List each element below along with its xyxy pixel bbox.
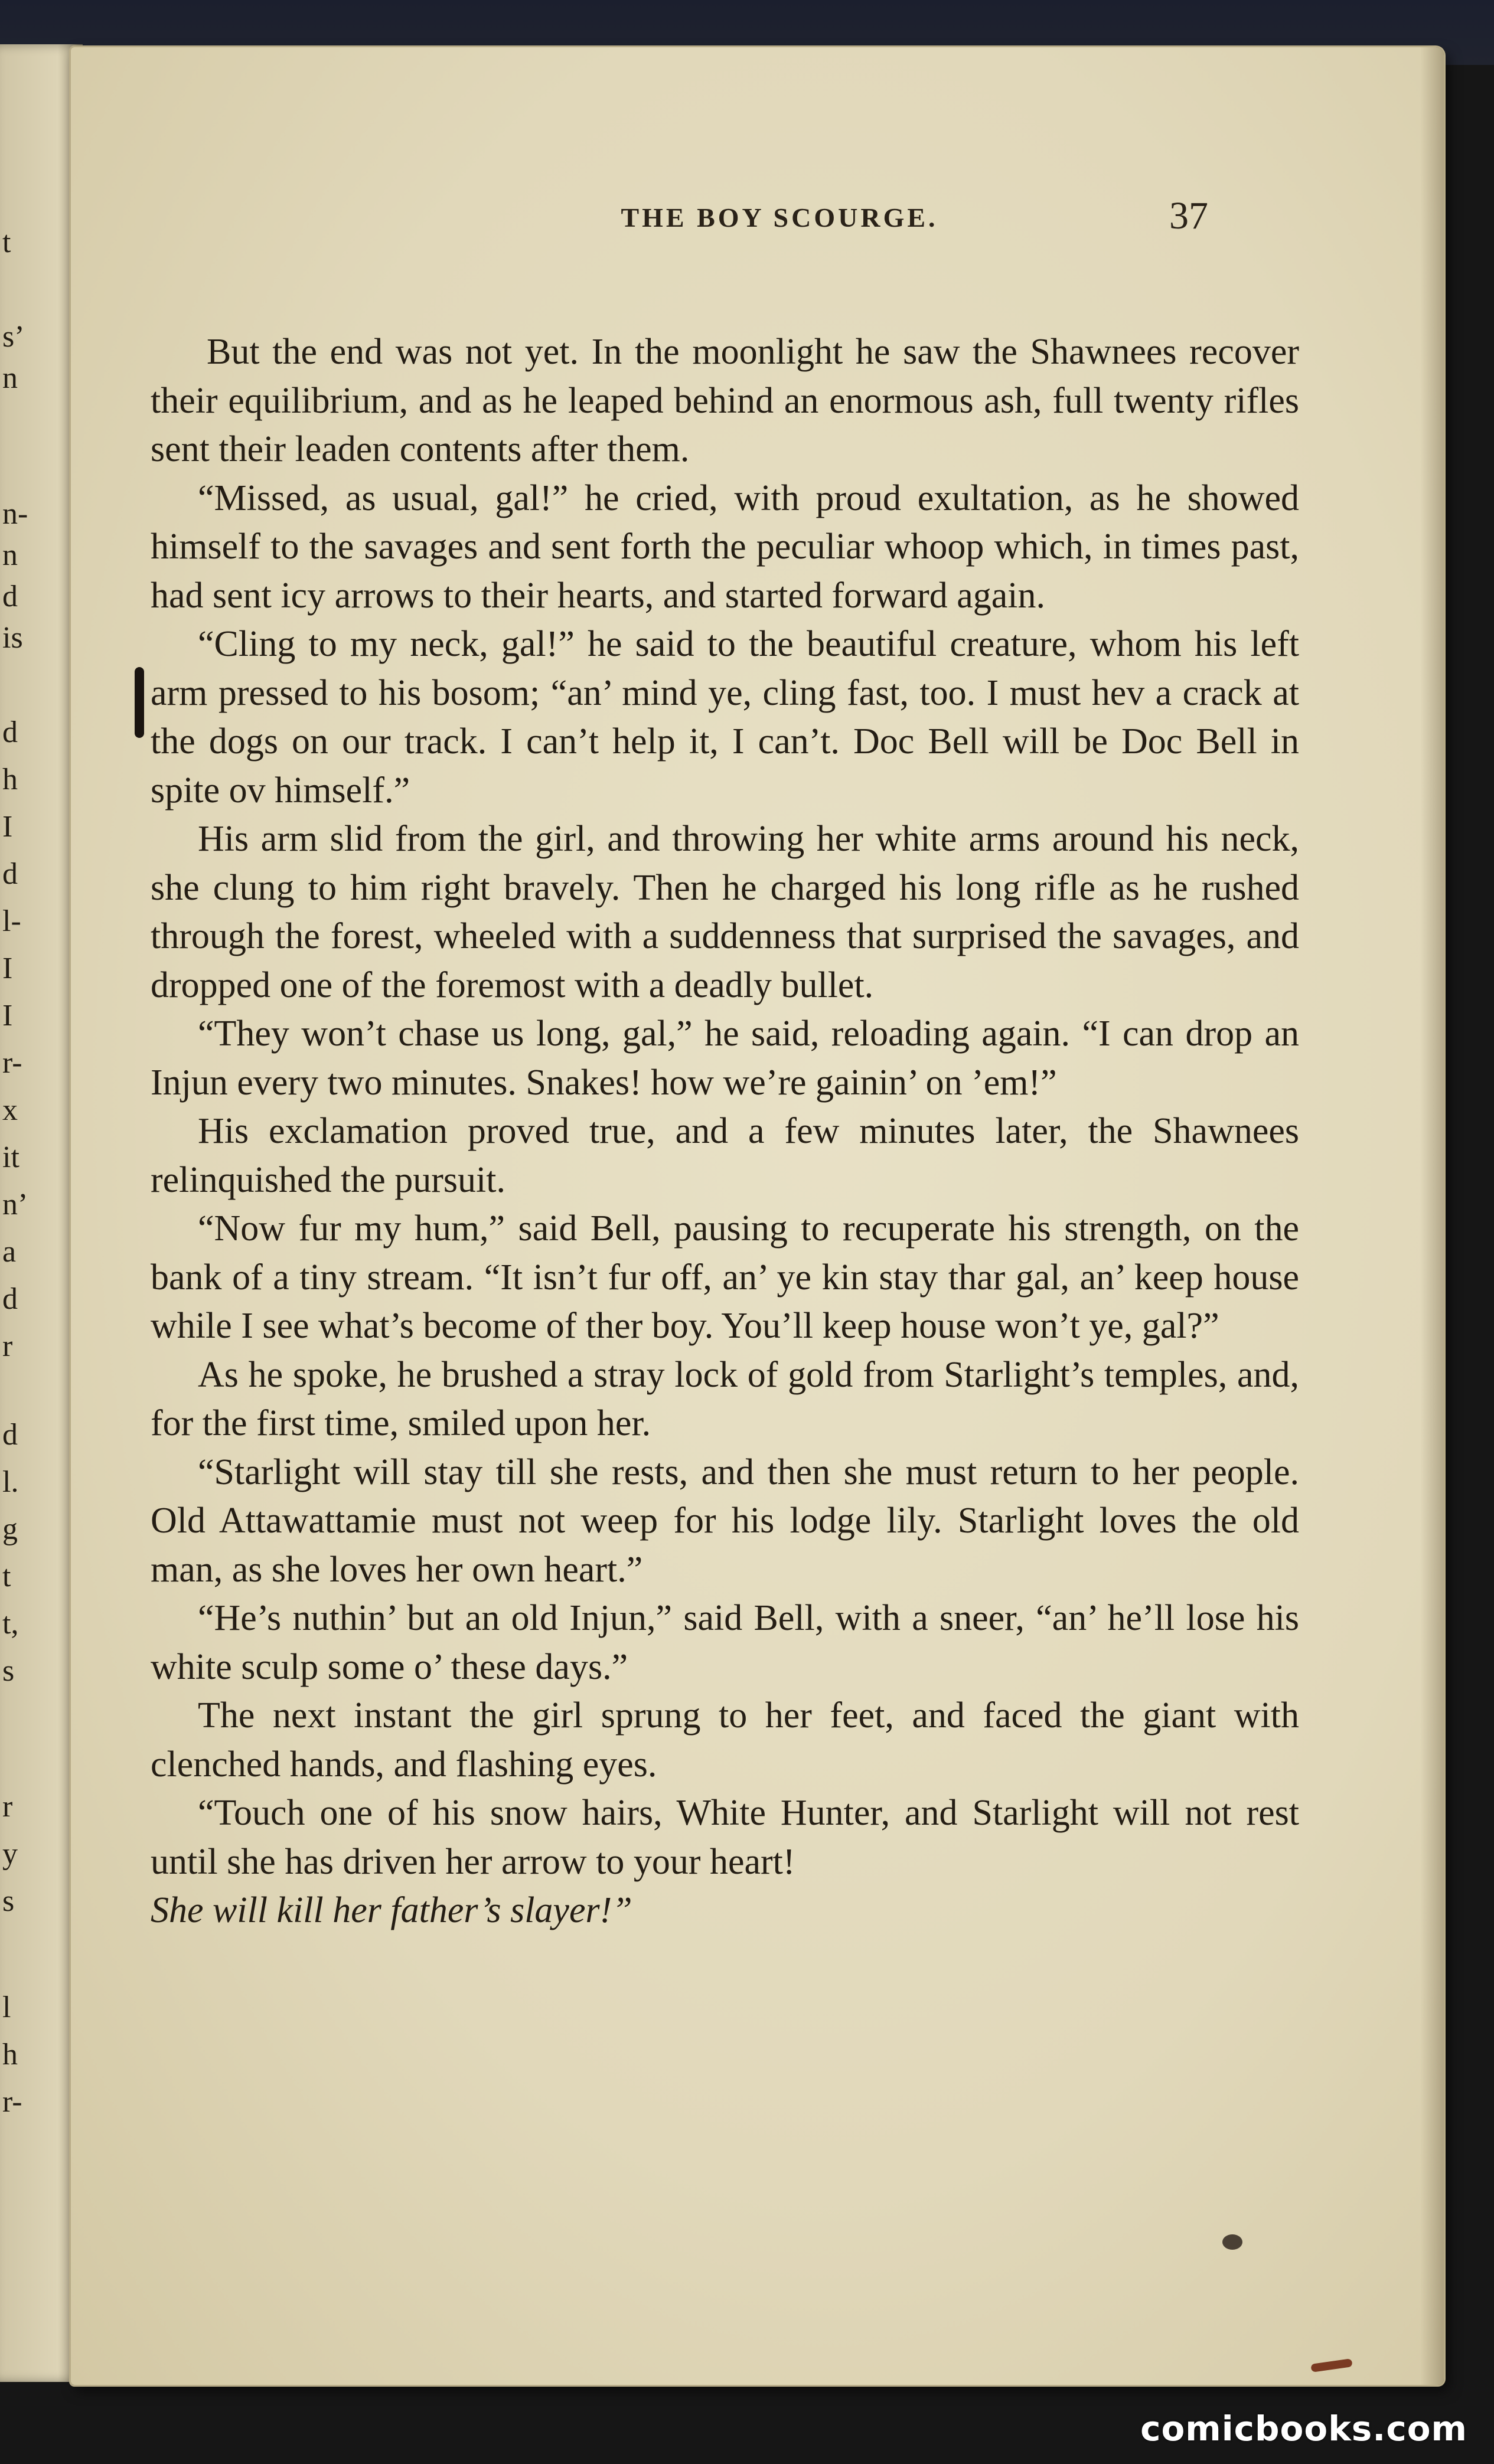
facing-page-fragment: d [2,1282,18,1316]
paragraph: But the end was not yet. In the moonlight he saw the Shawnees recover their equilibrium, and as he leaped behind an enormous ash, full twenty rifles sent their leaden contents after them. [151,332,1299,469]
facing-page-fragment: I [2,810,13,844]
facing-page-fragment: d [2,715,18,749]
facing-page-fragment: l. [2,1465,19,1499]
facing-page-fragment: l [2,1991,11,2024]
facing-page-fragment: d [2,580,18,613]
facing-page-fragment: h [2,763,18,796]
facing-page-fragment: s’ [2,320,25,354]
body-text [151,328,1299,1935]
facing-page-fragment: I [2,952,13,985]
ink-blot [135,667,144,738]
facing-page-fragment: h [2,2038,18,2071]
paragraph: As he spoke, he brushed a stray lock of gold from Starlight’s temples, and, for the first time, smiled upon her. [151,1354,1299,1443]
facing-page-fragment: r- [2,2085,22,2119]
page-number: 37 [1169,194,1208,237]
facing-page-fragment: it [2,1141,19,1174]
running-head: THE BOY SCOURGE. [621,202,938,233]
facing-page-fragment: n [2,361,18,395]
facing-page-fragment: s [2,1884,15,1918]
facing-page-fragment: r [2,1790,13,1824]
paper-stain [1310,2358,1352,2373]
facing-page-fragment: y [2,1837,18,1871]
book-page [71,47,1444,2385]
facing-page-fragment: x [2,1093,18,1127]
italic-closing-line: She will kill her father’s slayer!” [151,1890,632,1930]
paragraph: “Starlight will stay till she rests, and then she must return to her people. Old Attawattamie must not weep for his lodge lily. Starlight loves the old man, as she loves her own heart.” [151,1452,1299,1590]
printing-blemish [1222,2234,1242,2250]
paragraph-text: “Touch one of his snow hairs, White Hunter, and Starlight will not rest until she has driven her arrow to your heart! [151,1793,1299,1882]
facing-page-fragment: n- [2,497,28,531]
facing-page-fragment: s [2,1654,15,1688]
paragraph: His arm slid from the girl, and throwing her white arms around his neck, she clung to him right bravely. Then he charged his long rifle as he rushed through the forest, wheeled with a suddenness that surprised the savages, and dropped one of the foremost with a deadly bullet. [151,819,1299,1005]
facing-page-fragment: a [2,1235,17,1269]
paragraph: “He’s nuthin’ but an old Injun,” said Bell, with a sneer, “an’ he’ll lose his white sculp some o’ these days.” [151,1598,1299,1687]
facing-page-fragment: r [2,1329,13,1363]
paragraph: The next instant the girl sprung to her feet, and faced the giant with clenched hands, and flashing eyes. [151,1695,1299,1785]
facing-page-fragment: n’ [2,1188,28,1221]
facing-page-fragment: I [2,999,13,1032]
watermark-logo: comicbooks.com [1140,2409,1467,2449]
paragraph: “Missed, as usual, gal!” he cried, with proud exultation, as he showed himself to the savages and sent forth the peculiar whoop which, in times past, had sent icy arrows to their hearts, and started forward again. [151,478,1299,616]
facing-page-fragment: r- [2,1046,22,1080]
facing-page-fragment: t, [2,1607,19,1641]
paragraph: His exclamation proved true, and a few minutes later, the Shawnees relinquished the pursuit. [151,1111,1299,1200]
facing-page-fragment: g [2,1512,18,1546]
facing-page-fragment: n [2,538,18,572]
facing-page-fragment: d [2,857,18,891]
paragraph: “Now fur my hum,” said Bell, pausing to recuperate his strength, on the bank of a tiny stream. “It isn’t fur off, an’ ye kin stay thar gal, an’ keep house while I see what’s become of ther boy. You’ll keep house won’t ye, gal?” [151,1208,1299,1346]
paragraph [151,1789,1299,1935]
facing-page-edge [0,44,83,2382]
facing-page-fragment: is [2,621,23,655]
facing-page-fragment: d [2,1418,18,1452]
paragraph: “Cling to my neck, gal!” he said to the beautiful creature, whom his left arm pressed to his bosom; “an’ mind ye, cling fast, too. I must hev a crack at the dogs on our track. I can’t help it, I can’t. Doc Bell will be Doc Bell in spite ov himself.” [151,624,1299,811]
paragraph: “They won’t chase us long, gal,” he said, reloading again. “I can drop an Injun every two minutes. Snakes! how we’re gainin’ on ’em!” [151,1014,1299,1103]
facing-page-fragment: l- [2,904,21,938]
facing-page-fragment: t [2,1560,11,1593]
facing-page-fragment: t [2,226,11,259]
